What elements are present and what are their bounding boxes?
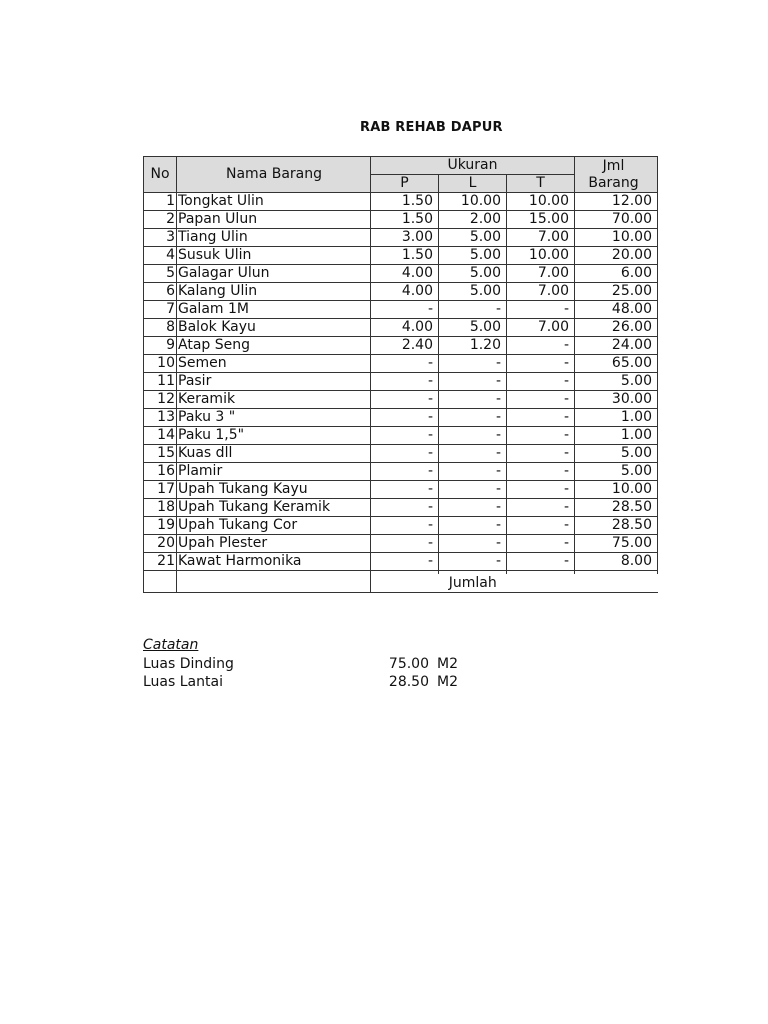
row-l: - (439, 355, 507, 373)
row-t: 7.00 (507, 283, 575, 301)
row-p: 2.40 (371, 337, 439, 355)
row-t: - (507, 409, 575, 427)
row-jml: 8.00 (575, 553, 658, 571)
row-p: 4.00 (371, 265, 439, 283)
row-l: - (439, 481, 507, 499)
row-no: 17 (144, 481, 177, 499)
row-p: - (371, 463, 439, 481)
row-name: Papan Ulun (177, 211, 371, 229)
row-name: Susuk Ulin (177, 247, 371, 265)
table-row (144, 319, 658, 337)
row-jml: 1.00 (575, 427, 658, 445)
row-jml: 10.00 (575, 481, 658, 499)
row-l: - (439, 499, 507, 517)
row-no: 2 (144, 211, 177, 229)
header-nama-barang: Nama Barang (177, 157, 371, 193)
note-value: 28.50 (388, 674, 429, 690)
row-l: - (439, 373, 507, 391)
row-name: Kalang Ulin (177, 283, 371, 301)
row-p: - (371, 301, 439, 319)
note-item (143, 655, 473, 674)
rab-table (143, 156, 658, 593)
row-l: 5.00 (439, 319, 507, 337)
row-t: - (507, 301, 575, 319)
row-l: - (439, 553, 507, 571)
note-unit: M2 (437, 655, 458, 672)
row-t: - (507, 355, 575, 373)
row-p: 3.00 (371, 229, 439, 247)
row-t: - (507, 427, 575, 445)
row-name: Paku 1,5" (177, 427, 371, 445)
row-p: 1.50 (371, 247, 439, 265)
header-ukuran: Ukuran (371, 157, 575, 175)
table-row (144, 463, 658, 481)
table-row (144, 211, 658, 229)
row-no: 9 (144, 337, 177, 355)
row-l: - (439, 427, 507, 445)
header-jml-line2: Barang (588, 174, 639, 191)
row-no: 16 (144, 463, 177, 481)
header-no: No (144, 157, 177, 193)
header-t: T (507, 175, 575, 193)
table-row (144, 337, 658, 355)
row-p: - (371, 391, 439, 409)
row-name: Kawat Harmonika (177, 553, 371, 571)
row-t: - (507, 481, 575, 499)
notes-section (143, 636, 473, 692)
row-name: Upah Tukang Keramik (177, 499, 371, 517)
row-jml: 28.50 (575, 517, 658, 535)
note-value: 75.00 (388, 655, 429, 672)
row-p: 1.50 (371, 193, 439, 211)
note-label: Luas Lantai (143, 674, 223, 690)
table-row (144, 427, 658, 445)
table-row (144, 193, 658, 211)
row-jml: 48.00 (575, 301, 658, 319)
row-jml: 30.00 (575, 391, 658, 409)
row-p: - (371, 481, 439, 499)
row-no: 15 (144, 445, 177, 463)
table-row (144, 499, 658, 517)
row-jml: 12.00 (575, 193, 658, 211)
row-t: 7.00 (507, 319, 575, 337)
row-jml: 1.00 (575, 409, 658, 427)
row-jml: 5.00 (575, 463, 658, 481)
row-t: 7.00 (507, 265, 575, 283)
row-l: 5.00 (439, 265, 507, 283)
table-row (144, 517, 658, 535)
row-no: 4 (144, 247, 177, 265)
row-p: 1.50 (371, 211, 439, 229)
row-name: Tiang Ulin (177, 229, 371, 247)
row-p: - (371, 517, 439, 535)
row-l: 1.20 (439, 337, 507, 355)
row-no: 11 (144, 373, 177, 391)
row-no: 7 (144, 301, 177, 319)
row-no: 3 (144, 229, 177, 247)
table-row (144, 373, 658, 391)
row-no: 8 (144, 319, 177, 337)
row-t: - (507, 463, 575, 481)
row-no: 12 (144, 391, 177, 409)
row-jml: 65.00 (575, 355, 658, 373)
table-row (144, 247, 658, 265)
note-label: Luas Dinding (143, 655, 234, 672)
row-t: 7.00 (507, 229, 575, 247)
row-t: - (507, 391, 575, 409)
row-l: - (439, 535, 507, 553)
row-l: 5.00 (439, 247, 507, 265)
table-row (144, 481, 658, 499)
row-jml: 6.00 (575, 265, 658, 283)
row-jml: 20.00 (575, 247, 658, 265)
row-jml: 75.00 (575, 535, 658, 553)
row-t: - (507, 517, 575, 535)
table-row (144, 391, 658, 409)
row-no: 14 (144, 427, 177, 445)
total-label: Jumlah (371, 574, 575, 593)
row-t: - (507, 445, 575, 463)
table-row (144, 301, 658, 319)
row-l: - (439, 409, 507, 427)
row-no: 10 (144, 355, 177, 373)
total-row (144, 574, 658, 593)
row-p: - (371, 409, 439, 427)
row-name: Tongkat Ulin (177, 193, 371, 211)
notes-heading: Catatan (143, 637, 199, 653)
row-name: Upah Plester (177, 535, 371, 553)
row-jml: 5.00 (575, 373, 658, 391)
row-jml: 10.00 (575, 229, 658, 247)
table-row (144, 355, 658, 373)
header-l: L (439, 175, 507, 193)
table-row (144, 553, 658, 571)
document-title: RAB REHAB DAPUR (360, 120, 503, 135)
row-name: Paku 3 " (177, 409, 371, 427)
row-name: Plamir (177, 463, 371, 481)
row-t: - (507, 499, 575, 517)
row-t: 15.00 (507, 211, 575, 229)
row-name: Keramik (177, 391, 371, 409)
row-no: 21 (144, 553, 177, 571)
row-name: Galagar Ulun (177, 265, 371, 283)
row-l: 2.00 (439, 211, 507, 229)
row-p: 4.00 (371, 319, 439, 337)
row-no: 5 (144, 265, 177, 283)
row-name: Kuas dll (177, 445, 371, 463)
row-jml: 28.50 (575, 499, 658, 517)
table-row (144, 283, 658, 301)
row-p: - (371, 355, 439, 373)
row-name: Galam 1M (177, 301, 371, 319)
row-p: - (371, 499, 439, 517)
row-t: - (507, 535, 575, 553)
row-l: - (439, 445, 507, 463)
row-p: - (371, 373, 439, 391)
row-p: - (371, 553, 439, 571)
row-no: 18 (144, 499, 177, 517)
row-l: - (439, 301, 507, 319)
row-no: 13 (144, 409, 177, 427)
row-l: 5.00 (439, 283, 507, 301)
row-name: Pasir (177, 373, 371, 391)
row-jml: 70.00 (575, 211, 658, 229)
table-row (144, 409, 658, 427)
row-jml: 24.00 (575, 337, 658, 355)
header-jml-barang (575, 157, 658, 193)
row-t: - (507, 337, 575, 355)
row-l: 5.00 (439, 229, 507, 247)
row-l: - (439, 391, 507, 409)
row-name: Upah Tukang Kayu (177, 481, 371, 499)
row-t: - (507, 553, 575, 571)
row-no: 1 (144, 193, 177, 211)
table-row (144, 265, 658, 283)
row-name: Upah Tukang Cor (177, 517, 371, 535)
row-l: - (439, 517, 507, 535)
row-p: - (371, 535, 439, 553)
header-p: P (371, 175, 439, 193)
row-no: 6 (144, 283, 177, 301)
row-p: 4.00 (371, 283, 439, 301)
row-no: 20 (144, 535, 177, 553)
note-unit: M2 (437, 674, 458, 690)
table-row (144, 445, 658, 463)
table-row (144, 229, 658, 247)
row-jml: 26.00 (575, 319, 658, 337)
table-row (144, 535, 658, 553)
row-t: 10.00 (507, 193, 575, 211)
row-no: 19 (144, 517, 177, 535)
row-p: - (371, 427, 439, 445)
row-l: - (439, 463, 507, 481)
header-jml-line1: Jml (602, 157, 625, 174)
row-jml: 25.00 (575, 283, 658, 301)
row-name: Semen (177, 355, 371, 373)
row-jml: 5.00 (575, 445, 658, 463)
row-name: Atap Seng (177, 337, 371, 355)
row-t: 10.00 (507, 247, 575, 265)
row-t: - (507, 373, 575, 391)
row-l: 10.00 (439, 193, 507, 211)
row-p: - (371, 445, 439, 463)
row-name: Balok Kayu (177, 319, 371, 337)
note-item (143, 673, 473, 692)
